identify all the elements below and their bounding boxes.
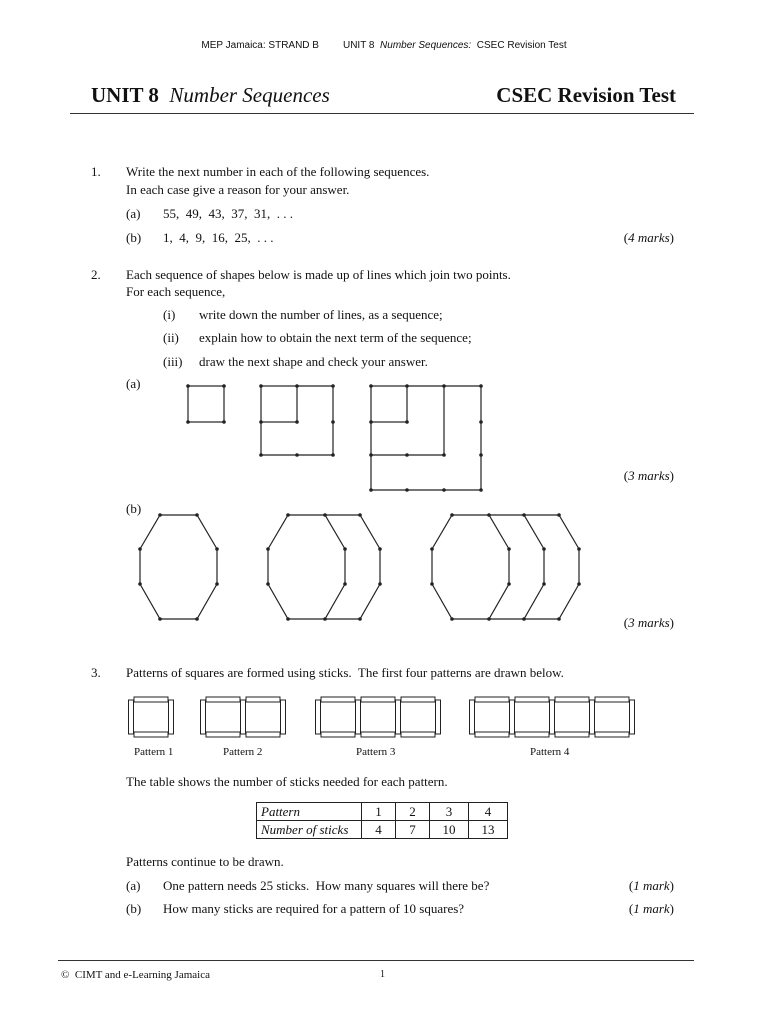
q2-iii-label: (iii) xyxy=(163,354,183,369)
stick-horizontal xyxy=(361,732,395,737)
stick-vertical xyxy=(281,700,286,734)
q2-i-text: write down the number of lines, as a sequence; xyxy=(199,307,443,322)
q1-line2: In each case give a reason for your answer. xyxy=(126,182,350,197)
q2-line2: For each sequence, xyxy=(126,284,226,299)
q3-number: 3. xyxy=(91,665,101,680)
table-intro: The table shows the number of sticks needed for each pattern. xyxy=(126,774,448,789)
q2b-marks: (3 marks) xyxy=(623,615,674,630)
q2a-marks: (3 marks) xyxy=(623,468,674,483)
table-cell: 3 xyxy=(430,803,469,821)
table-cell: 1 xyxy=(362,803,396,821)
stick-horizontal xyxy=(555,697,589,702)
stick-horizontal xyxy=(475,732,509,737)
stick-horizontal xyxy=(246,732,280,737)
q2-ii-text: explain how to obtain the next term of the sequence; xyxy=(199,330,472,345)
q2-i-label: (i) xyxy=(163,307,176,322)
stick-horizontal xyxy=(134,732,168,737)
page-number: 1 xyxy=(380,969,385,980)
title-topic: Number Sequences xyxy=(169,83,330,107)
stick-horizontal xyxy=(361,697,395,702)
stick-horizontal xyxy=(206,732,240,737)
q3-line1: Patterns of squares are formed using sticks. The first four patterns are drawn below. xyxy=(126,665,564,680)
stick-horizontal xyxy=(206,697,240,702)
q2-number: 2. xyxy=(91,267,101,282)
q3-continue: Patterns continue to be drawn. xyxy=(126,854,284,869)
footer-copyright: © CIMT and e-Learning Jamaica xyxy=(61,969,210,981)
header-unit: UNIT 8 xyxy=(342,40,375,51)
pattern-label-1: Pattern 1 xyxy=(134,746,174,758)
table-cell: 4 xyxy=(469,803,508,821)
table-header-pattern: Pattern xyxy=(257,803,362,821)
q3a-text: One pattern needs 25 sticks. How many squares will there be? xyxy=(163,878,490,893)
table-cell: 7 xyxy=(396,821,430,839)
q3a-marks: (1 mark) xyxy=(628,878,674,893)
stick-horizontal xyxy=(321,732,355,737)
stick-horizontal xyxy=(475,697,509,702)
stick-horizontal xyxy=(401,697,435,702)
q1a-text: 55, 49, 43, 37, 31, . . . xyxy=(163,206,293,221)
pattern-label-3: Pattern 3 xyxy=(356,746,396,758)
stick-vertical xyxy=(550,700,555,734)
q2b-label: (b) xyxy=(126,501,142,516)
title-test: CSEC Revision Test xyxy=(496,83,676,107)
sticks-table xyxy=(256,802,508,839)
table-header-sticks: Number of sticks xyxy=(257,821,362,839)
stick-horizontal xyxy=(555,732,589,737)
table-row xyxy=(257,821,508,839)
table-row xyxy=(257,803,508,821)
header-test: CSEC Revision Test xyxy=(476,40,567,51)
q1-line1: Write the next number in each of the following sequences. xyxy=(126,164,430,179)
stick-vertical xyxy=(241,700,246,734)
stick-horizontal xyxy=(401,732,435,737)
table-cell: 13 xyxy=(469,821,508,839)
stick-vertical xyxy=(436,700,441,734)
title-unit: UNIT 8 xyxy=(91,83,159,107)
q3b-marks: (1 mark) xyxy=(628,901,674,916)
stick-horizontal xyxy=(246,697,280,702)
q1b-label: (b) xyxy=(126,230,142,245)
q1b-text: 1, 4, 9, 16, 25, . . . xyxy=(163,230,274,245)
stick-vertical xyxy=(470,700,475,734)
q2-ii-label: (ii) xyxy=(163,330,179,345)
q2a-label: (a) xyxy=(126,376,141,391)
q2-line1: Each sequence of shapes below is made up of lines which join two points. xyxy=(126,267,511,282)
stick-vertical xyxy=(510,700,515,734)
stick-horizontal xyxy=(134,697,168,702)
stick-horizontal xyxy=(515,732,549,737)
q1-number: 1. xyxy=(91,164,101,179)
table-cell: 2 xyxy=(396,803,430,821)
q3b-label: (b) xyxy=(126,901,142,916)
pattern-label-4: Pattern 4 xyxy=(530,746,570,758)
stick-vertical xyxy=(169,700,174,734)
stick-horizontal xyxy=(595,697,629,702)
table-cell: 4 xyxy=(362,821,396,839)
footer-rule xyxy=(58,960,694,961)
stick-horizontal xyxy=(321,697,355,702)
pattern-label-2: Pattern 2 xyxy=(223,746,263,758)
q3a-label: (a) xyxy=(126,878,141,893)
stick-vertical xyxy=(201,700,206,734)
stick-horizontal xyxy=(595,732,629,737)
stick-vertical xyxy=(356,700,361,734)
header-strand: MEP Jamaica: STRAND B xyxy=(201,40,319,51)
q1-marks: (4 marks) xyxy=(623,230,674,245)
stick-vertical xyxy=(590,700,595,734)
table-cell: 10 xyxy=(430,821,469,839)
q3b-text: How many sticks are required for a pattern of 10 squares? xyxy=(163,901,465,916)
stick-vertical xyxy=(316,700,321,734)
stick-vertical xyxy=(129,700,134,734)
stick-vertical xyxy=(630,700,635,734)
header-topic: Number Sequences: xyxy=(380,40,472,51)
stick-vertical xyxy=(396,700,401,734)
stick-horizontal xyxy=(515,697,549,702)
q1a-label: (a) xyxy=(126,206,141,221)
q2-iii-text: draw the next shape and check your answer. xyxy=(199,354,428,369)
